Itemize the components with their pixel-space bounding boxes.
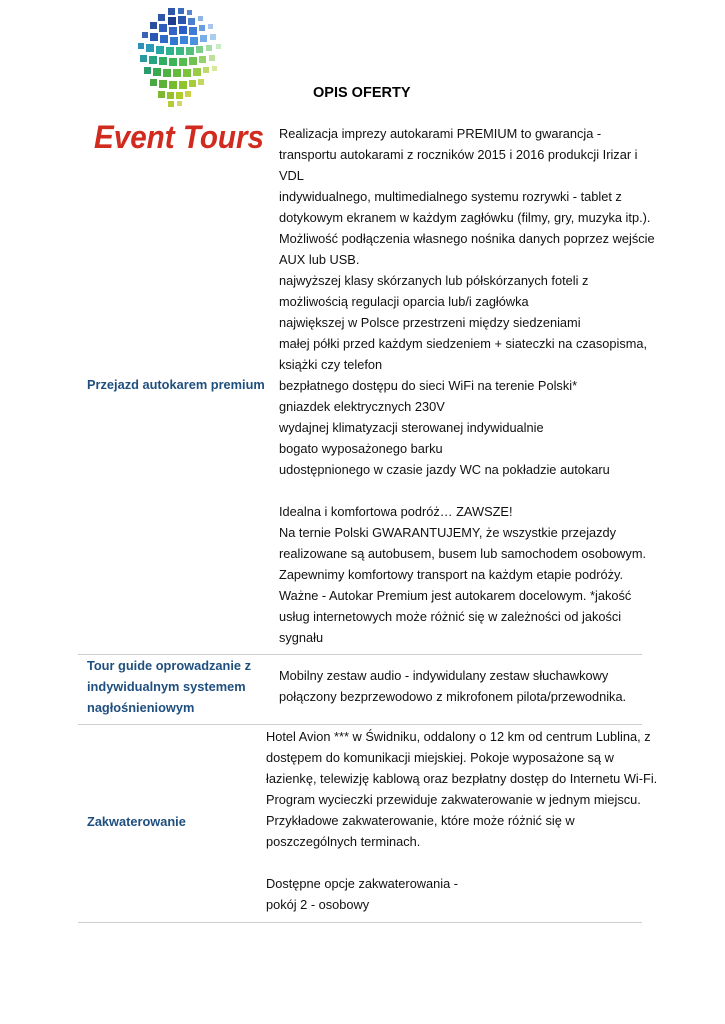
content-line: poszczególnych terminach.	[266, 834, 421, 849]
content-line: sygnału	[279, 630, 324, 645]
content-line: Przykładowe zakwaterowanie, które może różnić się w	[266, 813, 575, 828]
section-divider	[78, 922, 642, 923]
content-line: Zapewnimy komfortowy transport na każdym etapie podróży.	[279, 567, 624, 582]
content-line: Dostępne opcje zakwaterowania -	[266, 876, 459, 891]
section-label-line: Zakwaterowanie	[87, 814, 186, 829]
content-line: łazienkę, telewizję kablową oraz bezpłatny dostęp do Internetu Wi-Fi.	[266, 771, 658, 786]
logo-text: Event Tours	[94, 119, 264, 155]
content-line: książki czy telefon	[279, 357, 383, 372]
content-line: połączony bezprzewodowo z mikrofonem pilota/przewodnika.	[279, 689, 627, 704]
section-label-line: Przejazd autokarem premium	[87, 377, 265, 392]
content-line	[279, 480, 655, 501]
section-label-line: Tour guide oprowadzanie z	[87, 658, 251, 673]
content-line: Idealna i komfortowa podróż… ZAWSZE!	[279, 504, 513, 519]
event-tours-logo	[92, 118, 267, 156]
content-line: wydajnej klimatyzacji sterowanej indywidualnie	[279, 420, 544, 435]
section-label-transport	[87, 374, 272, 395]
content-line: AUX lub USB.	[279, 252, 360, 267]
logo-mosaic-icon	[128, 6, 232, 110]
content-line	[266, 852, 657, 873]
section-divider	[78, 724, 642, 725]
content-line: możliwością regulacji oparcia lub/i zagłówka	[279, 294, 529, 309]
content-line: Hotel Avion *** w Świdniku, oddalony o 12 km od centrum Lublina, z	[266, 729, 651, 744]
content-line: Ważne - Autokar Premium jest autokarem docelowym. *jakość	[279, 588, 632, 603]
content-line: pokój 2 - osobowy	[266, 897, 370, 912]
content-line: Program wycieczki przewiduje zakwaterowanie w jednym miejscu.	[266, 792, 641, 807]
content-line: indywidualnego, multimedialnego systemu rozrywki - tablet z	[279, 189, 622, 204]
section-label-line: indywidualnym systemem	[87, 679, 246, 694]
section-content-transport	[279, 123, 655, 648]
content-line: udostępnionego w czasie jazdy WC na pokładzie autokaru	[279, 462, 610, 477]
content-line: Możliwość podłączenia własnego nośnika danych poprzez wejście	[279, 231, 655, 246]
page-title: OPIS OFERTY	[313, 85, 411, 101]
section-label-accommodation	[87, 811, 272, 832]
content-line: bezpłatnego dostępu do sieci WiFi na terenie Polski*	[279, 378, 578, 393]
content-line: Realizacja imprezy autokarami PREMIUM to gwarancja -	[279, 126, 602, 141]
content-line: usług internetowych może różnić się w zależności od jakości	[279, 609, 622, 624]
content-line: największej w Polsce przestrzeni między siedzeniami	[279, 315, 581, 330]
section-content-accommodation	[266, 726, 657, 915]
section-content-tour-guide	[279, 665, 626, 707]
content-line: Mobilny zestaw audio - indywidulany zestaw słuchawkowy	[279, 668, 609, 683]
section-label-tour-guide	[87, 655, 272, 718]
content-line: Na ternie Polski GWARANTUJEMY, że wszystkie przejazdy	[279, 525, 617, 540]
content-line: małej półki przed każdym siedzeniem + siateczki na czasopisma,	[279, 336, 648, 351]
content-line: VDL	[279, 168, 304, 183]
content-line: gniazdek elektrycznych 230V	[279, 399, 445, 414]
content-line: dostępem do komunikacji miejskiej. Pokoje wyposażone są w	[266, 750, 614, 765]
content-line: transportu autokarami z roczników 2015 i 2016 produkcji Irizar i	[279, 147, 638, 162]
section-label-line: nagłośnieniowym	[87, 700, 195, 715]
content-line: bogato wyposażonego barku	[279, 441, 443, 456]
content-line: najwyższej klasy skórzanych lub półskórzanych foteli z	[279, 273, 589, 288]
content-line: dotykowym ekranem w każdym zagłówku (filmy, gry, muzyka itp.).	[279, 210, 651, 225]
content-line: realizowane są autobusem, busem lub samochodem osobowym.	[279, 546, 647, 561]
